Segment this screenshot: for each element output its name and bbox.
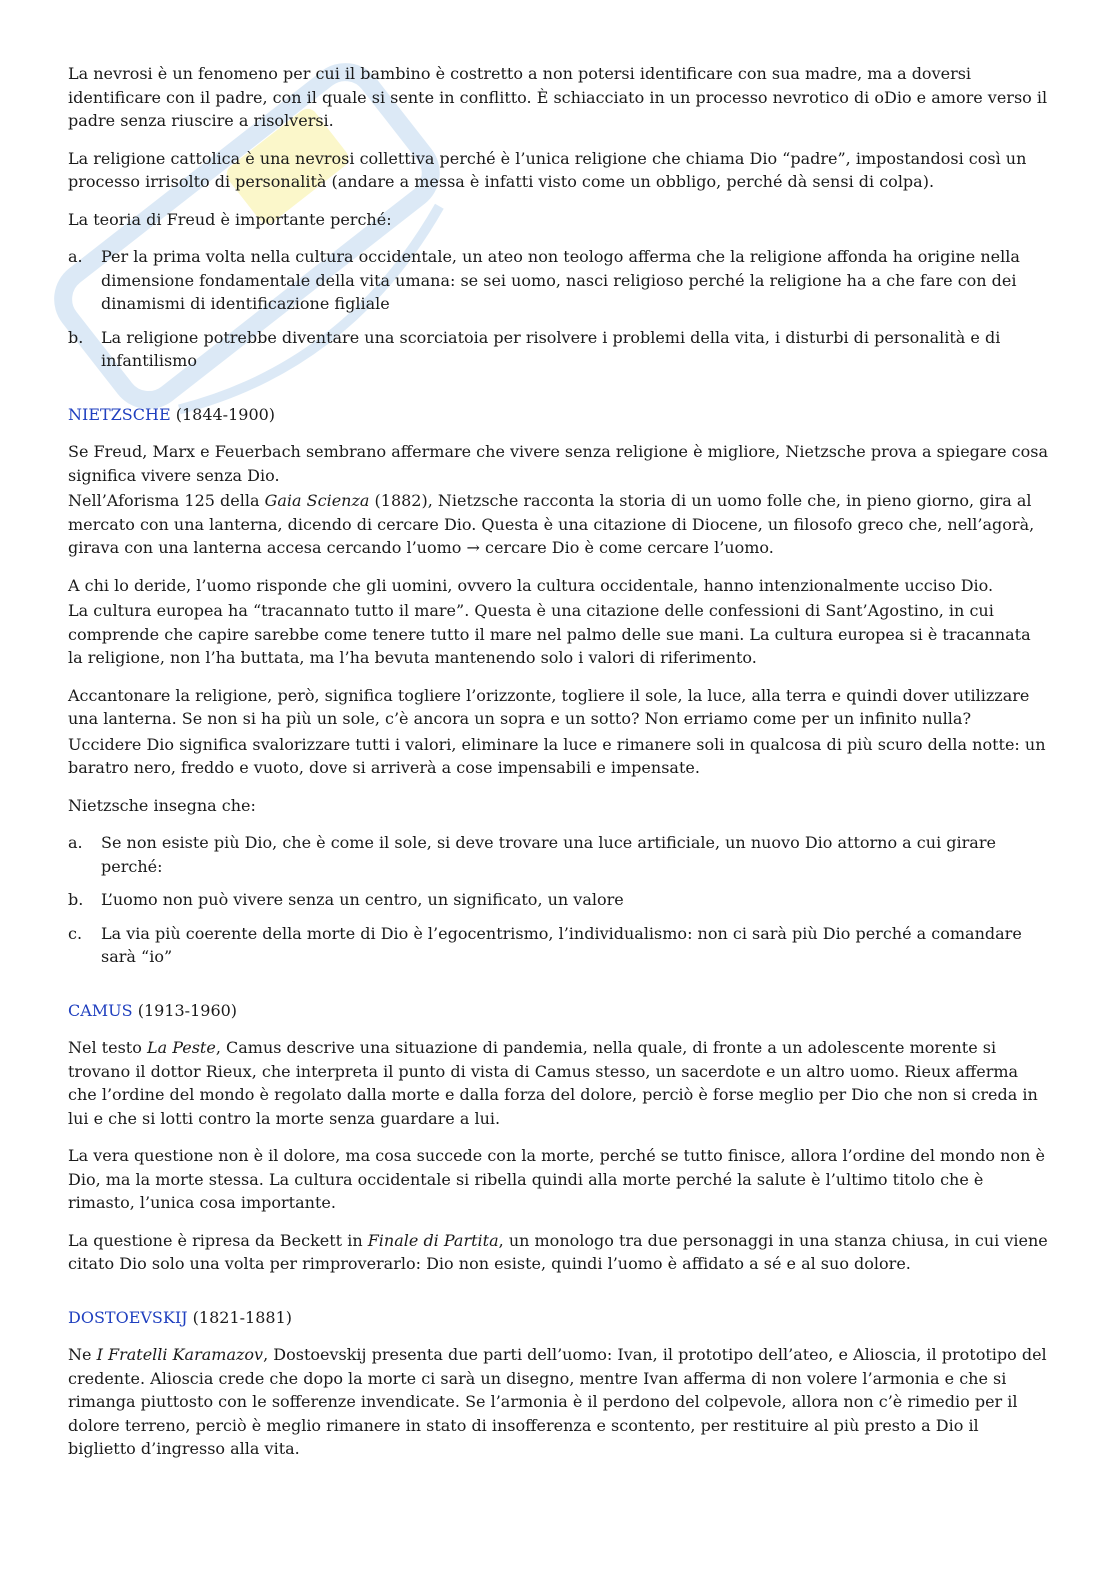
book-title: I Fratelli Karamazov (96, 1345, 264, 1364)
paragraph: La teoria di Freud è importante perché: (68, 209, 392, 229)
list-item-text: La via più coerente della morte di Dio è l’egocentrismo, l’individualismo: non ci sarà più Dio perché a comandare sarà “io” (101, 923, 1022, 966)
text-span: La questione è ripresa da Beckett in (68, 1230, 368, 1250)
text-span: , un monologo tra due personaggi in una stanza chiusa, in cui viene citato Dio solo una volta per rimproverarlo: Dio non esiste, quindi l’uomo è affidato a sé e al suo dolore. (68, 1230, 1048, 1273)
paragraph: La religione cattolica è una nevrosi collettiva perché è l’unica religione che chiama Dio “padre”, impostandosi così un processo irrisolto di personalità (andare a messa è infatti visto come un obbligo, perché dà sensi di colpa). (68, 148, 1027, 191)
list-item-text: L’uomo non può vivere senza un centro, un significato, un valore (101, 890, 624, 909)
list-marker: b. (68, 327, 84, 347)
heading-name: NIETZSCHE (68, 404, 171, 424)
text-span: Nell’Aforisma 125 della (68, 491, 265, 510)
paragraph: La cultura europea ha “tracannato tutto il mare”. Questa è una citazione delle confessioni di Sant’Agostino, in cui comprende che capire sarebbe come tenere tutto il mare nel palmo delle sue mani. La cultura europea si è tracannata la religione, non l’ha buttata, ma l’ha bevuta mantenendo solo i valori di riferimento. (68, 601, 1031, 667)
heading-name: DOSTOEVSKIJ (68, 1307, 188, 1327)
heading-years: (1913-1960) (132, 1000, 238, 1020)
list-marker: a. (68, 833, 83, 852)
document-body (68, 62, 1048, 1475)
paragraph (68, 1343, 1048, 1461)
heading-years: (1821-1881) (187, 1307, 292, 1327)
book-title: Gaia Scienza (264, 491, 370, 510)
dostoevskij-section (68, 1306, 1048, 1461)
list-marker: c. (68, 923, 83, 943)
camus-section (68, 999, 1048, 1276)
paragraph: Nietzsche insegna che: (68, 795, 256, 815)
list-item-text: La religione potrebbe diventare una scorciatoia per risolvere i problemi della vita, i disturbi di personalità e di infantilismo (101, 327, 1001, 370)
paragraph: La nevrosi è un fenomeno per cui il bambino è costretto a non potersi identificare con sua madre, ma a doversi identificare con il padre, con il quale si sente in conflitto. È schiacciato in un processo nevrotico di oDio e amore verso il padre senza riuscire a risolversi. (68, 64, 1048, 130)
heading-name: CAMUS (68, 1000, 133, 1020)
list-item (68, 245, 1048, 316)
text-span: (1882), Nietzsche racconta la storia di un uomo folle che, in pieno giorno, gira al mercato con una lanterna, dicendo di cercare Dio. Questa è una citazione di Diocene, un filosofo greco che, nell’agorà, girava con una lanterna accesa cercando l’uomo → cercare Dio è come cercare l’uomo. (68, 491, 1035, 557)
list-item (68, 831, 1048, 878)
paragraph (68, 489, 1048, 560)
heading-years: (1844-1900) (170, 404, 276, 424)
list-item (68, 888, 1048, 912)
nietzsche-list (68, 831, 1048, 969)
list-item-text: Se non esiste più Dio, che è come il sole, si deve trovare una luce artificiale, un nuovo Dio attorno a cui girare perché: (101, 833, 996, 876)
nietzsche-section (68, 403, 1048, 969)
text-span: , Camus descrive una situazione di pandemia, nella quale, di fronte a un adolescente morente si trovano il dottor Rieux, che interpreta il punto di vista di Camus stesso, un sacerdote e un altro uomo. Rieux afferma che l’ordine del mondo è regolato dalla morte e dalla forza del dolore, perciò è forse meglio per Dio che non si creda in lui e che si lotti contro la morte senza guardare a lui. (68, 1038, 1038, 1128)
text-span: Ne (68, 1345, 97, 1364)
list-item (68, 326, 1048, 373)
freud-section (68, 62, 1048, 373)
book-title: La Peste (146, 1038, 216, 1057)
paragraph (68, 1036, 1048, 1130)
paragraph: Accantonare la religione, però, significa togliere l’orizzonte, togliere il sole, la luce, alla terra e quindi dover utilizzare una lanterna. Se non si ha più un sole, c’è ancora un sopra e un sotto? Non erriamo come per un infinito nulla? (68, 685, 1030, 728)
paragraph: La vera questione non è il dolore, ma cosa succede con la morte, perché se tutto finisce, allora l’ordine del mondo non è Dio, ma la morte stessa. La cultura occidentale si ribella quindi alla morte perché la salute è l’ultimo titolo che è rimasto, l’unica cosa importante. (68, 1146, 1045, 1212)
paragraph (68, 1229, 1048, 1276)
section-heading (68, 1306, 1048, 1330)
section-heading (68, 999, 1048, 1023)
list-marker: a. (68, 247, 83, 266)
paragraph: Uccidere Dio significa svalorizzare tutti i valori, eliminare la luce e rimanere soli in qualcosa di più scuro della notte: un baratro nero, freddo e vuoto, dove si arriverà a cose impensabili e impensate. (68, 734, 1046, 777)
text-span: Nel testo (68, 1038, 147, 1057)
book-title: Finale di Partita (367, 1230, 499, 1250)
paragraph: Se Freud, Marx e Feuerbach sembrano affermare che vivere senza religione è migliore, Nietzsche prova a spiegare cosa significa vivere senza Dio. (68, 442, 1049, 485)
freud-list (68, 245, 1048, 373)
paragraph: A chi lo deride, l’uomo risponde che gli uomini, ovvero la cultura occidentale, hanno intenzionalmente ucciso Dio. (68, 575, 994, 595)
text-span: , Dostoevskij presenta due parti dell’uomo: Ivan, il prototipo dell’ateo, e Alioscia, il prototipo del credente. Alioscia crede che dopo la morte ci sarà un disegno, mentre Ivan afferma di non volere l’armonia e che si rimanga piuttosto con le sofferenze invendicate. Se l’armonia è il perdono del colpevole, allora non c’è rimedio per il dolore terreno, perciò è meglio rimanere in stato di insofferenza e scontento, per restituire al più presto a Dio il biglietto d’ingresso alla vita. (68, 1345, 1047, 1458)
section-heading (68, 403, 1048, 427)
list-item-text: Per la prima volta nella cultura occidentale, un ateo non teologo afferma che la religione affonda ha origine nella dimensione fondamentale della vita umana: se sei uomo, nasci religioso perché la religione ha a che fare con dei dinamismi di identificazione figliale (101, 247, 1020, 313)
list-marker: b. (68, 890, 84, 909)
list-item (68, 922, 1048, 969)
